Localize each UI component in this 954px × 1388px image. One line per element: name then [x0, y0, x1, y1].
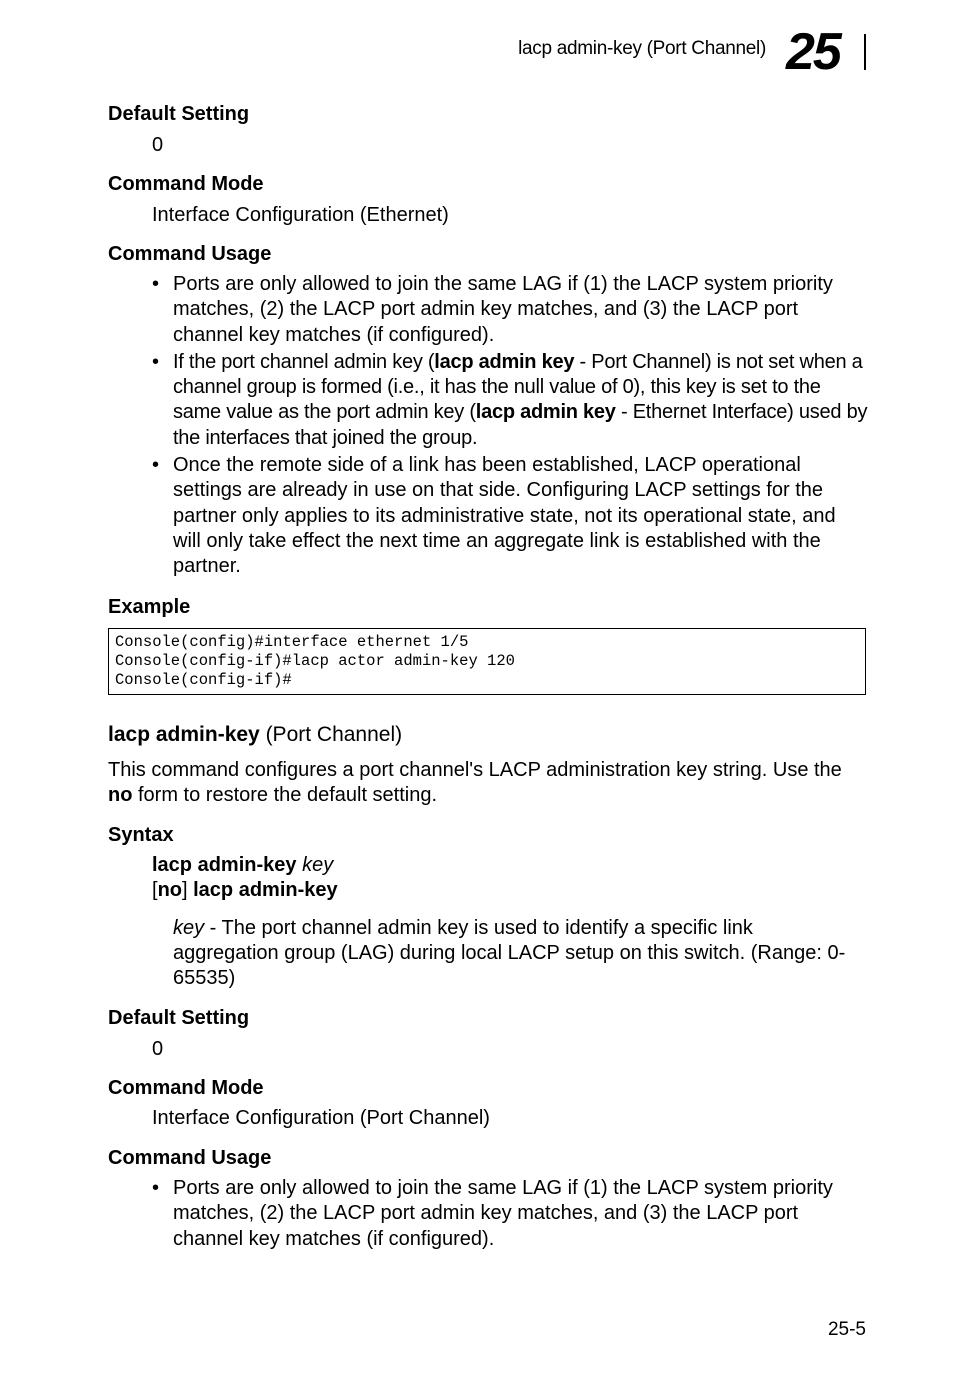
- bullet-icon: •: [152, 454, 160, 477]
- bullet-icon: •: [152, 273, 160, 295]
- parameter-description: key - The port channel admin key is used to identify a specific link aggregation group (LAG) during local LACP setup on this switch. (Range: 0-65535): [173, 917, 846, 989]
- code-line: Console(config)#interface ethernet 1/5: [115, 633, 469, 651]
- list-item: [152, 453, 868, 579]
- list-item-text: Ports are only allowed to join the same LAG if (1) the LACP system priority matches, (2) the LACP port admin key matches, and (3) the LACP port channel key matches (if configured).: [173, 273, 833, 346]
- list-item-text: Once the remote side of a link has been established, LACP operational settings are already in use on that side. Configuring LACP settings for the partner only applies to its administrative state, not its operational state, and will only take effect the next time an aggregate link is established with the partner.: [173, 454, 836, 578]
- list-item: [152, 1176, 868, 1252]
- default-setting-value: 0: [152, 134, 164, 156]
- page-number: 25-5: [827, 1319, 866, 1340]
- command-mode-heading: Command Mode: [108, 173, 264, 195]
- command-ref: lacp admin key: [475, 401, 616, 424]
- command-mode-value: Interface Configuration (Port Channel): [152, 1107, 490, 1129]
- bullet-icon: •: [152, 1177, 160, 1199]
- command-ref: lacp admin key: [434, 350, 575, 373]
- default-setting-heading: Default Setting: [108, 1007, 250, 1029]
- default-setting-heading: Default Setting: [108, 103, 250, 125]
- syntax-line-1: lacp admin-key key: [152, 854, 334, 876]
- bullet-icon: •: [152, 350, 160, 373]
- code-example: [108, 628, 866, 695]
- syntax-heading: Syntax: [108, 824, 174, 846]
- command-mode-heading: Command Mode: [108, 1077, 264, 1099]
- running-header: lacp admin-key (Port Channel): [518, 38, 766, 59]
- command-usage-list: [152, 1176, 868, 1252]
- section-description: This command configures a port channel's LACP administration key string. Use the no form to restore the default setting.: [108, 759, 842, 806]
- list-item-text: If the port channel admin key (lacp admin key - Port Channel) is not set when a channel group is formed (i.e., it has the null value of 0), this key is set to the same value as the port admin key (lacp admin key - Ethernet Interface) used by the interfaces that joined the group.: [173, 350, 868, 449]
- command-usage-heading: Command Usage: [108, 1147, 272, 1169]
- command-usage-heading: Command Usage: [108, 243, 272, 265]
- section-title: lacp admin-key (Port Channel): [108, 723, 403, 746]
- chapter-number: 25: [786, 23, 840, 81]
- chapter-divider: [864, 34, 866, 70]
- command-usage-list: [152, 272, 868, 580]
- list-item: [152, 272, 868, 348]
- code-line: Console(config-if)#: [115, 671, 292, 689]
- syntax-line-2: [no] lacp admin-key: [152, 879, 338, 901]
- list-item: [152, 350, 868, 451]
- default-setting-value: 0: [152, 1038, 164, 1060]
- code-line: Console(config-if)#lacp actor admin-key 120: [115, 652, 515, 670]
- example-heading: Example: [108, 596, 191, 618]
- list-item-text: Ports are only allowed to join the same LAG if (1) the LACP system priority matches, (2) the LACP port admin key matches, and (3) the LACP port channel key matches (if configured).: [173, 1177, 833, 1250]
- command-mode-value: Interface Configuration (Ethernet): [152, 204, 449, 226]
